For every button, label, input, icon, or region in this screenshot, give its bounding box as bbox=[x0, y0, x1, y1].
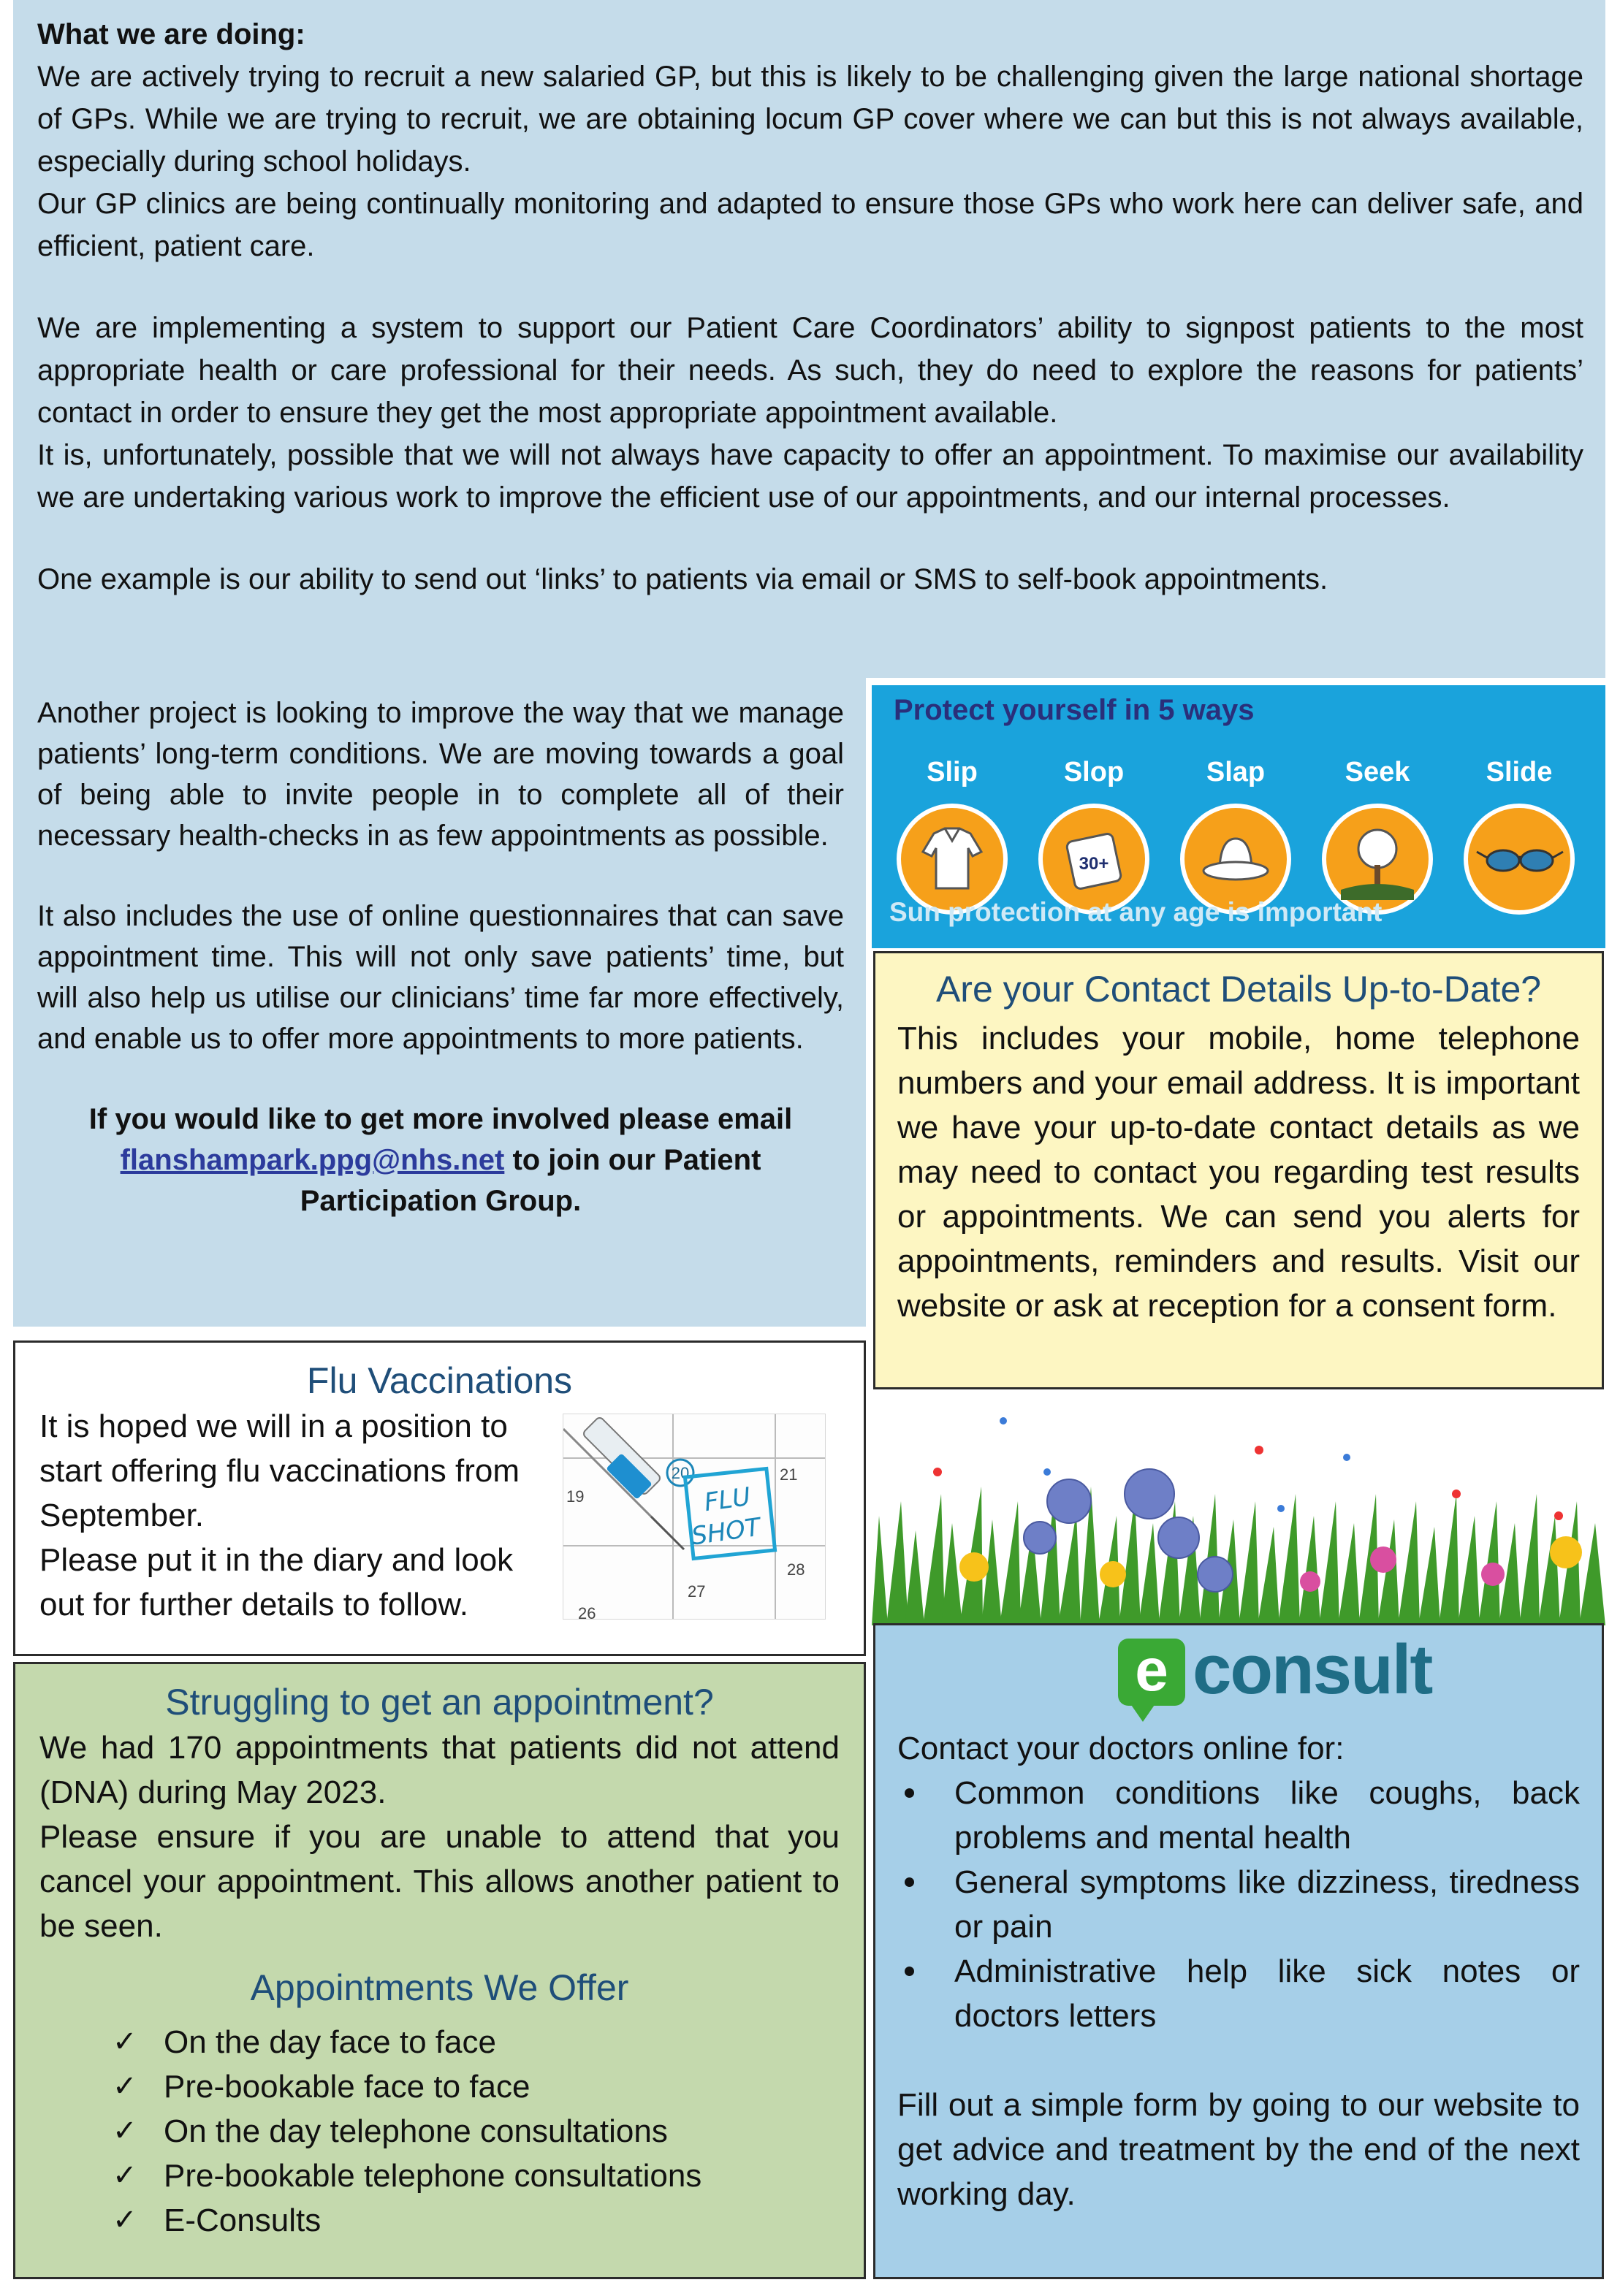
list-item: ✓ On the day face to face bbox=[113, 2020, 840, 2064]
slip-label: Slip bbox=[927, 757, 978, 787]
flower-meadow-image bbox=[872, 1392, 1605, 1625]
contact-body: This includes your mobile, home telephone numbers and your email address. It is important we have your up-to-date contact details as we may need to contact you regarding test results or appointments. We can send you alerts for appointments, reminders and results. Visit our website or ask at reception for a consent form. bbox=[897, 1021, 1580, 1324]
econsult-logo-letter: e bbox=[1118, 1639, 1185, 1706]
flu-text: FLU bbox=[702, 1481, 753, 1518]
bullet-icon bbox=[905, 1788, 914, 1798]
contact-title: Are your Contact Details Up-to-Date? bbox=[935, 969, 1542, 1010]
flu-shot-calendar-image bbox=[563, 1414, 826, 1620]
list-item: Common conditions like coughs, back problems and mental health bbox=[897, 1771, 1580, 1860]
calendar-number: 19 bbox=[566, 1487, 585, 1506]
appointment-body: Please ensure if you are unable to attend that you cancel your appointment. This allows another patient to be seen. bbox=[39, 1819, 840, 1944]
syringe-icon bbox=[563, 1416, 684, 1549]
checkmark-icon: ✓ bbox=[113, 2203, 137, 2237]
intro-panel bbox=[13, 0, 1605, 678]
long-term-conditions-panel bbox=[13, 678, 866, 1327]
contact-details-box bbox=[873, 951, 1604, 1389]
offers-list bbox=[39, 2020, 840, 2243]
spf-text: 30+ bbox=[1079, 854, 1109, 874]
appointments-box bbox=[13, 1662, 866, 2279]
calendar-number: 20 bbox=[671, 1464, 690, 1482]
bullet-icon bbox=[905, 1967, 914, 1976]
econsult-logo bbox=[897, 1631, 1580, 1726]
list-item: Administrative help like sick notes or doctors letters bbox=[897, 1949, 1580, 2038]
banner-footer: Sun protection at any age is important bbox=[889, 897, 1383, 927]
econsult-list bbox=[897, 1771, 1580, 2038]
checkmark-icon: ✓ bbox=[113, 2114, 137, 2148]
seek-label: Seek bbox=[1345, 757, 1410, 787]
bullet-icon bbox=[905, 1877, 914, 1887]
list-item: ✓ Pre-bookable face to face bbox=[113, 2064, 840, 2109]
paragraph: It also includes the use of online questionnaires that can save appointment time. This will not only save patients’ time, but will also help us utilise our clinicians’ time far more effectively, and enable us to offer more appointments to more patients. bbox=[37, 900, 844, 1055]
flu-body: It is hoped we will in a position to start offering flu vaccinations from September. bbox=[39, 1408, 520, 1533]
ppg-call-to-action bbox=[37, 1099, 844, 1221]
calendar-number: 21 bbox=[780, 1465, 798, 1484]
section-heading: What we are doing: bbox=[37, 18, 305, 50]
slap-label: Slap bbox=[1206, 757, 1266, 787]
cta-text: If you would like to get more involved please email bbox=[88, 1103, 793, 1135]
checkmark-icon: ✓ bbox=[113, 2070, 137, 2103]
list-item: ✓ Pre-bookable telephone consultations bbox=[113, 2154, 840, 2198]
checkmark-icon: ✓ bbox=[113, 2159, 137, 2192]
sun-protection-banner bbox=[872, 685, 1605, 948]
flu-body: Please put it in the diary and look out for further details to follow. bbox=[39, 1542, 514, 1622]
calendar-number: 26 bbox=[578, 1604, 596, 1620]
list-item: ✓ On the day telephone consultations bbox=[113, 2109, 840, 2154]
appointment-body: We had 170 appointments that patients did not attend (DNA) during May 2023. bbox=[39, 1730, 840, 1810]
paragraph: One example is our ability to send out ‘links’ to patients via email or SMS to self-book appointments. bbox=[37, 563, 1328, 595]
sunglasses-icon bbox=[1464, 804, 1575, 915]
ppg-email-link[interactable]: flanshampark.ppg@nhs.net bbox=[120, 1144, 505, 1176]
econsult-intro: Contact your doctors online for: bbox=[897, 1731, 1345, 1766]
paragraph: Another project is looking to improve the way that we manage patients’ long-term conditions. We are moving towards a goal of being able to invite people in to complete all of their necessary health-checks in as few appointments as possible. bbox=[37, 697, 844, 852]
slide-label: Slide bbox=[1486, 757, 1553, 787]
banner-title: Protect yourself in 5 ways bbox=[894, 694, 1255, 726]
flu-title: Flu Vaccinations bbox=[306, 1360, 573, 1401]
paragraph: We are actively trying to recruit a new salaried GP, but this is likely to be challenging given the large national shortage of GPs. While we are trying to recruit, we are obtaining locum GP cover where we can but this is not always available, especially during school holidays. bbox=[37, 61, 1583, 178]
paragraph: Our GP clinics are being continually monitoring and adapted to ensure those GPs who work here can deliver safe, and efficient, patient care. bbox=[37, 188, 1583, 262]
checkmark-icon: ✓ bbox=[113, 2025, 137, 2059]
paragraph: It is, unfortunately, possible that we will not always have capacity to offer an appointment. To maximise our availability we are undertaking various work to improve the efficient use of our appointments, and our internal processes. bbox=[37, 439, 1583, 514]
slop-label: Slop bbox=[1063, 757, 1125, 787]
shot-text: SHOT bbox=[689, 1512, 763, 1552]
econsult-outro: Fill out a simple form by going to our website to get advice and treatment by the end of the next working day. bbox=[897, 2087, 1580, 2212]
list-item: ✓ E-Consults bbox=[113, 2198, 840, 2243]
calendar-number: 28 bbox=[787, 1560, 805, 1579]
offers-title: Appointments We Offer bbox=[250, 1967, 629, 2008]
list-item: General symptoms like dizziness, tiredness or pain bbox=[897, 1860, 1580, 1949]
calendar-number: 27 bbox=[688, 1582, 706, 1601]
appointment-title: Struggling to get an appointment? bbox=[165, 1682, 714, 1723]
cta-text-end: to join our Patient Participation Group. bbox=[300, 1144, 761, 1217]
econsult-logo-word: consult bbox=[1193, 1631, 1432, 1709]
paragraph: We are implementing a system to support our Patient Care Coordinators’ ability to signpost patients to the most appropriate health or care professional for their needs. As such, they do need to explore the reasons for patients’ contact in order to ensure they get the most appropriate appointment available. bbox=[37, 312, 1583, 429]
econsult-box bbox=[873, 1623, 1604, 2279]
